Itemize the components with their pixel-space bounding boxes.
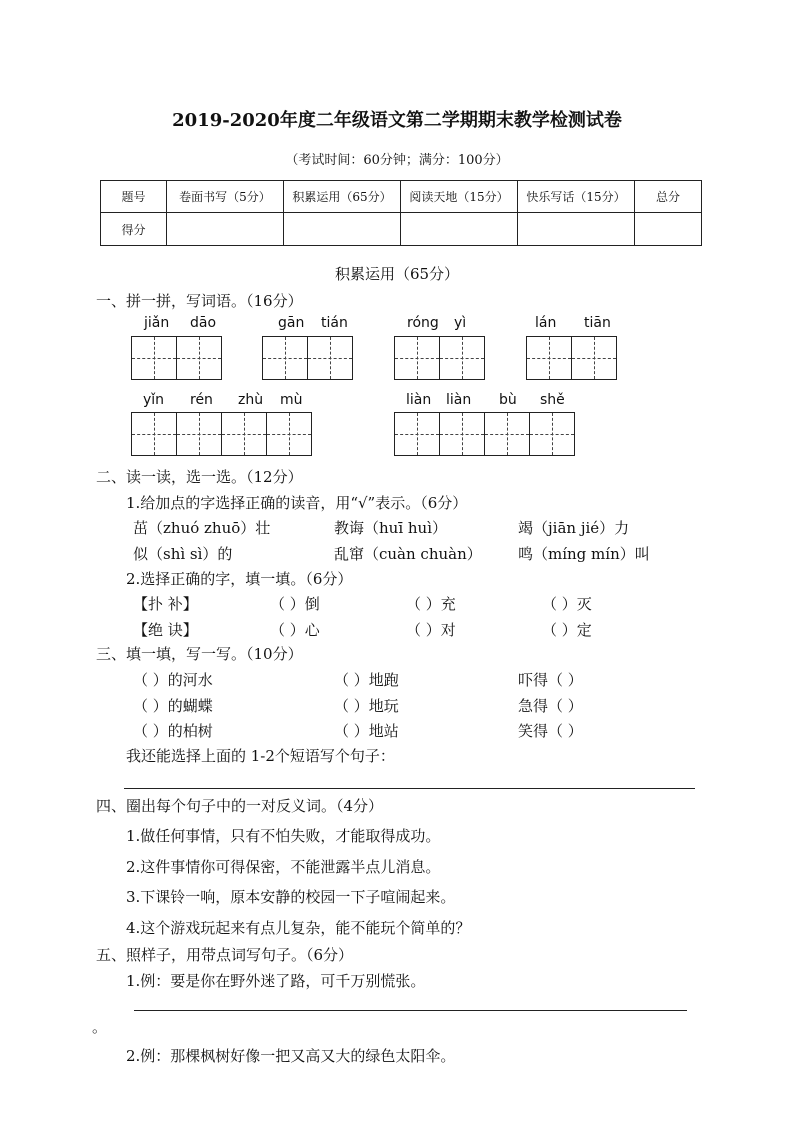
score-input-cell[interactable]	[167, 213, 284, 246]
page-title: 2019-2020年度二年级语文第二学期期末教学检测试卷	[172, 110, 622, 131]
q1-title: 一、拼一拼，写词语。（16分）	[96, 292, 303, 310]
char-choice: 【扑 补】	[133, 595, 198, 613]
fill-blank[interactable]: （ ）对	[406, 621, 456, 639]
score-table	[100, 180, 702, 246]
pinyin-label: bù	[499, 392, 517, 408]
reading-option[interactable]: 竭（jiān jié）力	[518, 519, 630, 537]
writing-grid[interactable]	[131, 336, 222, 380]
pinyin-label: liàn	[446, 392, 472, 408]
q2-sub1: 1.给加点的字选择正确的读音，用“√”表示。（6分）	[126, 494, 468, 512]
q4-sentence: 2.这件事情你可得保密，不能泄露半点儿消息。	[126, 858, 441, 876]
fill-blank[interactable]: （ ）灭	[542, 595, 592, 613]
section-heading: 积累运用（65分）	[334, 265, 460, 283]
pinyin-label: yǐn	[143, 392, 165, 408]
fill-blank[interactable]: 吓得（ ）	[518, 671, 583, 689]
pinyin-label: mù	[280, 392, 303, 408]
fill-blank[interactable]: （ ）倒	[270, 595, 320, 613]
answer-line[interactable]	[124, 788, 695, 789]
fill-blank[interactable]: （ ）地跑	[334, 671, 399, 689]
pinyin-label: jiǎn	[144, 315, 170, 331]
score-input-cell[interactable]	[284, 213, 401, 246]
fill-blank[interactable]: （ ）的柏树	[133, 722, 213, 740]
pinyin-label: róng	[407, 315, 439, 331]
pinyin-label: yì	[454, 315, 467, 331]
q3-title: 三、填一填，写一写。（10分）	[96, 645, 303, 663]
fill-blank[interactable]: （ ）地玩	[334, 697, 399, 715]
writing-grid[interactable]	[394, 336, 485, 380]
char-choice: 【绝 诀】	[133, 621, 198, 639]
reading-option[interactable]: 似（shì sì）的	[133, 545, 233, 563]
reading-option[interactable]: 鸣（míng mín）叫	[518, 545, 650, 563]
score-input-cell[interactable]	[635, 213, 702, 246]
pinyin-label: rén	[190, 392, 213, 408]
score-header-cell: 积累运用（65分）	[284, 181, 401, 213]
q2-title: 二、读一读，选一选。（12分）	[96, 468, 303, 486]
writing-grid[interactable]	[131, 412, 312, 456]
pinyin-label: liàn	[406, 392, 432, 408]
fill-blank[interactable]: （ ）的蝴蝶	[133, 697, 213, 715]
fill-blank[interactable]: 笑得（ ）	[518, 722, 583, 740]
score-header-cell: 阅读天地（15分）	[401, 181, 518, 213]
score-header-cell: 快乐写话（15分）	[518, 181, 635, 213]
sentence-end-mark: 。	[92, 1018, 108, 1036]
pinyin-label: zhù	[238, 392, 264, 408]
reading-option[interactable]: 茁（zhuó zhuō）壮	[133, 519, 271, 537]
fill-blank[interactable]: （ ）充	[406, 595, 456, 613]
score-input-cell[interactable]	[518, 213, 635, 246]
fill-blank[interactable]: 急得（ ）	[518, 697, 583, 715]
q5-example: 2.例：那棵枫树好像一把又高又大的绿色太阳伞。	[126, 1047, 456, 1065]
score-header-cell: 题号	[101, 181, 167, 213]
q5-title: 五、照样子，用带点词写句子。（6分）	[96, 946, 354, 964]
pinyin-label: tiān	[584, 315, 611, 331]
q2-sub2: 2.选择正确的字，填一填。（6分）	[126, 570, 353, 588]
fill-blank[interactable]: （ ）的河水	[133, 671, 213, 689]
q4-title: 四、圈出每个句子中的一对反义词。（4分）	[96, 797, 384, 815]
pinyin-label: shě	[540, 392, 565, 408]
q4-sentence: 4.这个游戏玩起来有点儿复杂，能不能玩个简单的？	[126, 919, 471, 937]
fill-blank[interactable]: （ ）地站	[334, 722, 399, 740]
q3-prompt: 我还能选择上面的 1-2个短语写个句子：	[126, 747, 395, 765]
pinyin-label: gān	[278, 315, 305, 331]
pinyin-label: tián	[321, 315, 348, 331]
score-row-label: 得分	[101, 213, 167, 246]
q4-sentence: 1.做任何事情，只有不怕失败，才能取得成功。	[126, 827, 441, 845]
exam-info: （考试时间：60分钟；满分：100分）	[285, 153, 509, 168]
fill-blank[interactable]: （ ）定	[542, 621, 592, 639]
fill-blank[interactable]: （ ）心	[270, 621, 320, 639]
score-input-cell[interactable]	[401, 213, 518, 246]
pinyin-label: dāo	[190, 315, 217, 331]
q5-example: 1.例：要是你在野外迷了路，可千万别慌张。	[126, 972, 426, 990]
score-header-cell: 卷面书写（5分）	[167, 181, 284, 213]
pinyin-label: lán	[535, 315, 557, 331]
answer-line[interactable]	[134, 1010, 687, 1011]
reading-option[interactable]: 教诲（huī huì）	[334, 519, 448, 537]
score-header-cell: 总分	[635, 181, 702, 213]
writing-grid[interactable]	[262, 336, 353, 380]
reading-option[interactable]: 乱窜（cuàn chuàn）	[334, 545, 482, 563]
writing-grid[interactable]	[394, 412, 575, 456]
writing-grid[interactable]	[526, 336, 617, 380]
q4-sentence: 3.下课铃一响，原本安静的校园一下子喧闹起来。	[126, 888, 456, 906]
